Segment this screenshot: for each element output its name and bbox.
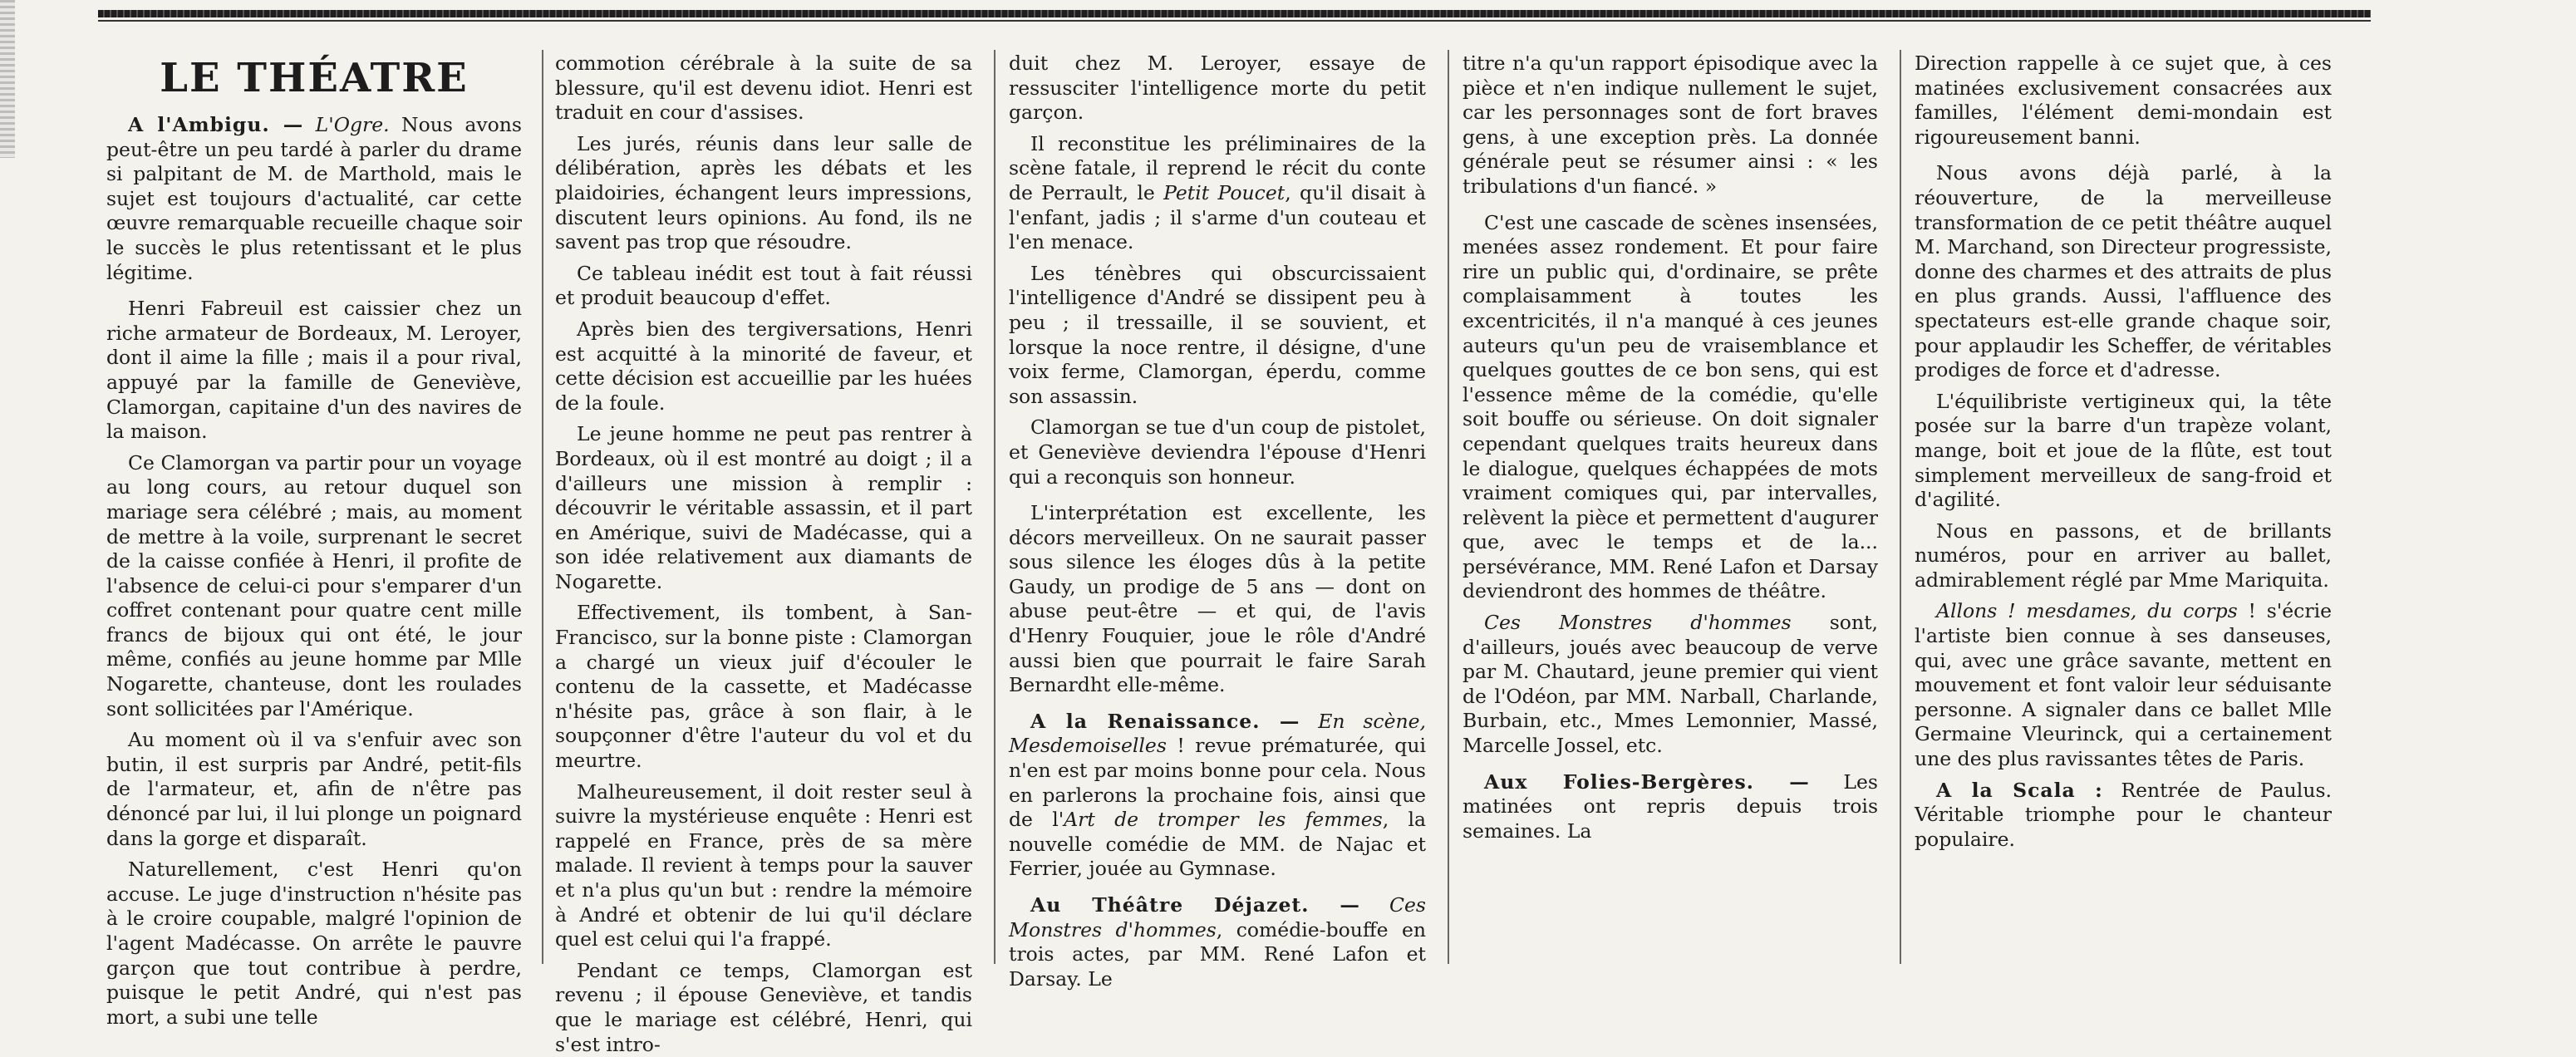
paragraph: Au moment où il va s'enfuir avec son butin, il est surpris par André, petit-fils de l'armateur, et, afin de n'être pas dénoncé par lui, il lui plonge un poignard dans la gorge et disparaît. xyxy=(106,728,522,850)
column-3 xyxy=(1009,52,1426,991)
paragraph: Effectivement, ils tombent, à San-Francisco, sur la bonne piste : Clamorgan a chargé un vieux juif d'écouler le contenu de la cassette, et Madécasse n'hésite pas, grâce à son flair, à le soupçonner d'être l'auteur du vol et du meurtre. xyxy=(555,601,972,773)
top-rule-thin xyxy=(98,20,2371,22)
section-headline: LE THÉATRE xyxy=(160,55,469,101)
paragraph: L'équilibriste vertigineux qui, la tête posée sur la barre d'un trapèze volant, mange, boit et joue de la flûte, est tout simplement merveilleux de sang-froid et d'agilité. xyxy=(1915,389,2332,512)
paragraph: A l'Ambigu. — L'Ogre. Nous avons peut-être un peu tardé à parler du drame si palpitant de M. de Marthold, mais le sujet est toujours d'actualité, car cette œuvre remarquable recueille chaque soir le succès le plus retentissant et le plus légitime. xyxy=(106,113,522,284)
column-divider xyxy=(1900,50,1901,964)
paragraph: Ces Monstres d'hommes sont, d'ailleurs, joués avec beaucoup de verve par M. Chautard, jeune premier qui vient de l'Odéon, par MM. Narball, Charlande, Burbain, etc., Mmes Lemonnier, Massé, Marcelle Jossel, etc. xyxy=(1463,611,1878,758)
paragraph: Le jeune homme ne peut pas rentrer à Bordeaux, où il est montré au doigt ; il a d'ailleurs une mission à remplir : découvrir le véritable assassin, et il part en Amérique, suivi de Madécasse, qui a son idée relativement aux diamants de Nogarette. xyxy=(555,422,972,593)
top-rule xyxy=(98,10,2371,17)
paragraph: Nous en passons, et de brillants numéros, pour en arriver au ballet, admirablement réglé par Mme Mariquita. xyxy=(1915,519,2332,592)
paragraph: Malheureusement, il doit rester seul à suivre la mystérieuse enquête : Henri est rappelé en France, près de sa mère malade. Il revient à temps pour la sauver et n'a plus qu'un but : rendre la mémoire à André et obtenir de lui qu'il déclare quel est celui qui l'a frappé. xyxy=(555,779,972,951)
paragraph: Clamorgan se tue d'un coup de pistolet, et Geneviève deviendra l'épouse d'Henri qui a reconquis son honneur. xyxy=(1009,415,1426,489)
paragraph: C'est une cascade de scènes insensées, menées assez rondement. Et pour faire rire un public qui, d'ordinaire, se prête complaisamment à toutes les excentricités, il n'a manqué à ces jeunes auteurs qu'un peu de vraisemblance et quelques gouttes de ce bon sens, qui est l'essence même de la comédie, qu'elle soit bouffe ou sérieuse. On doit signaler cependant quelques traits heureux dans le dialogue, quelques échappées de mots vraiment comiques qui, par intervalles, relèvent la pièce et permettent d'augurer que, avec le temps et de la... persévérance, MM. René Lafon et Darsay deviendront des hommes de théâtre. xyxy=(1463,210,1878,603)
column-5 xyxy=(1915,52,2332,986)
column-2 xyxy=(555,52,972,1056)
page-edge-strip xyxy=(0,0,15,158)
paragraph: Il reconstitue les préliminaires de la scène fatale, il reprend le récit du conte de Perrault, le Petit Poucet, qu'il disait à l'enfant, jadis ; il s'arme d'un couteau et l'en menace. xyxy=(1009,131,1426,254)
paragraph: Ce tableau inédit est tout à fait réussi et produit beaucoup d'effet. xyxy=(555,261,972,310)
column-divider xyxy=(994,50,995,964)
paragraph: Allons ! mesdames, du corps ! s'écrie l'artiste bien connue à ses danseuses, qui, avec une grâce savante, mettent en mouvement et font valoir leur séduisante personne. A signaler dans ce ballet Mlle Germaine Vleurinck, qui a certainement une des plus ravissantes têtes de Paris. xyxy=(1915,599,2332,771)
paragraph: Au Théâtre Déjazet. — Ces Monstres d'hommes, comédie-bouffe en trois actes, par MM. René Lafon et Darsay. Le xyxy=(1009,893,1426,991)
paragraph: Naturellement, c'est Henri qu'on accuse. Le juge d'instruction n'hésite pas à le croire coupable, malgré l'opinion de l'agent Madécasse. On arrête le pauvre garçon que tout contribue à perdre, puisque le petit André, qui n'est pas mort, a subi une telle xyxy=(106,858,522,1029)
paragraph: Aux Folies-Bergères. — Les matinées ont repris depuis trois semaines. La xyxy=(1463,769,1878,843)
paragraph: Ce Clamorgan va partir pour un voyage au long cours, au retour duquel son mariage sera célébré ; mais, au moment de mettre à la voile, surprenant le secret de la caisse confiée à Henri, il profite de l'absence de celui-ci pour s'emparer d'un coffret contenant pour quatre cent mille francs de bijoux qui ont été, le jour même, confiés au jeune homme par Mlle Nogarette, chanteuse, dont les roulades sont sollicitées par l'Amérique. xyxy=(106,450,522,720)
paragraph: Pendant ce temps, Clamorgan est revenu ; il épouse Geneviève, et tandis que le mariage est célébré, Henri, qui s'est intro- xyxy=(555,958,972,1056)
column-divider xyxy=(542,50,543,964)
column-4 xyxy=(1463,52,1878,986)
paragraph: A la Renaissance. — En scène, Mesdemoiselles ! revue prématurée, qui n'en est par moins bonne pour cela. Nous en parlerons la prochaine fois, ainsi que de l'Art de tromper les femmes, la nouvelle comédie de MM. de Najac et Ferrier, jouée au Gymnase. xyxy=(1009,709,1426,881)
column-1 xyxy=(106,37,522,1029)
column-divider xyxy=(1448,50,1449,964)
paragraph: Après bien des tergiversations, Henri est acquitté à la minorité de faveur, et cette décision est accueillie par les huées de la foule. xyxy=(555,317,972,415)
paragraph: titre n'a qu'un rapport épisodique avec la pièce et n'en indique nullement le sujet, car les personnages sont de fort braves gens, à une exception près. La donnée générale peut se résumer ainsi : « les tribulations d'un fiancé. » xyxy=(1463,52,1878,198)
paragraph: Les ténèbres qui obscurcissaient l'intelligence d'André se dissipent peu à peu ; il tressaille, il se souvient, et lorsque la noce rentre, il désigne, d'une voix ferme, Clamorgan, éperdu, comme son assassin. xyxy=(1009,261,1426,408)
paragraph: Les jurés, réunis dans leur salle de délibération, après les débats et les plaidoiries, échangent leurs impressions, discutent leurs opinions. Au fond, ils ne savent pas trop que résoudre. xyxy=(555,131,972,254)
paragraph: L'interprétation est excellente, les décors merveilleux. On ne saurait passer sous silence les éloges dûs à la petite Gaudy, un prodige de 5 ans — dont on abuse peut-être — et qui, de l'avis d'Henry Fouquier, joue le rôle d'André aussi bien que pourrait le faire Sarah Bernardht elle-même. xyxy=(1009,501,1426,697)
paragraph: duit chez M. Leroyer, essaye de ressusciter l'intelligence morte du petit garçon. xyxy=(1009,52,1426,125)
paragraph: commotion cérébrale à la suite de sa blessure, qu'il est devenu idiot. Henri est traduit en cour d'assises. xyxy=(555,52,972,125)
paragraph: Direction rappelle à ce sujet que, à ces matinées exclusivement consacrées aux familles, l'élément demi-mondain est rigoureusement banni. xyxy=(1915,52,2332,149)
paragraph: Nous avons déjà parlé, à la réouverture, de la merveilleuse transformation de ce petit théâtre auquel M. Marchand, son Directeur progressiste, donne des charmes et des attraits de plus en plus grands. Aussi, l'affluence des spectateurs est-elle grande chaque soir, pour applaudir les Scheffer, de véritables prodiges de force et d'adresse. xyxy=(1915,161,2332,382)
paragraph: Henri Fabreuil est caissier chez un riche armateur de Bordeaux, M. Leroyer, dont il aime la fille ; mais il a pour rival, appuyé par la famille de Geneviève, Clamorgan, capitaine d'un des navires de la maison. xyxy=(106,297,522,444)
paragraph: A la Scala : Rentrée de Paulus. Véritable triomphe pour le chanteur populaire. xyxy=(1915,778,2332,851)
